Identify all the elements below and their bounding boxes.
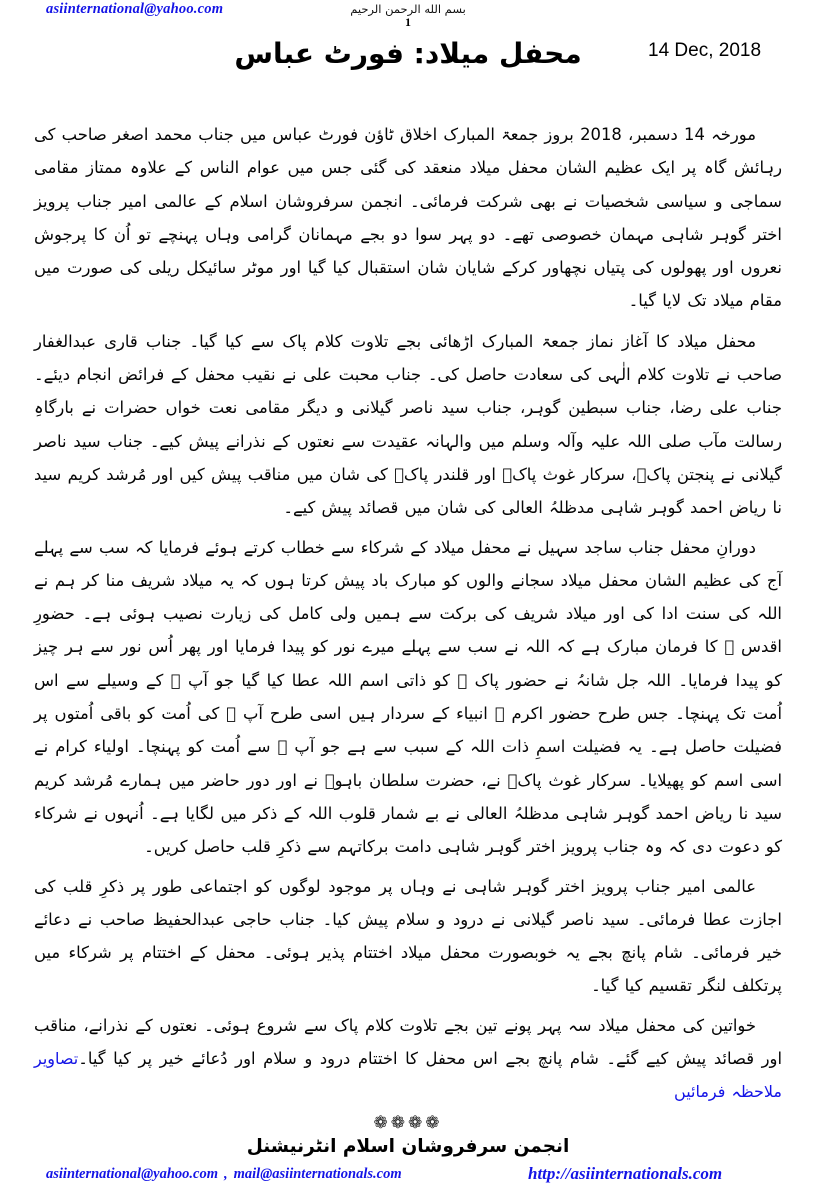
- page-footer: [0, 1115, 816, 1192]
- article-paragraph-text: خواتین کی محفل میلاد سہ پہر پونے تین بجے تلاوت کلام پاک سے شروع ہوئی۔ نعتوں کے نذرانے، مناقب اور قصائد پیش کیے گئے۔ شام پانچ بجے اس محفل کا اختتام درود و سلام اور دُعائے خیر پر کیا گیا۔: [34, 1015, 782, 1069]
- bismillah-text: بسم الله الرحمن الرحيم: [350, 2, 466, 16]
- footer-email-separator: ,: [224, 1166, 228, 1182]
- page-header: [0, 0, 816, 112]
- footer-email-secondary[interactable]: mail@asiinternationals.com: [233, 1166, 402, 1182]
- ornament-divider: [0, 1115, 816, 1132]
- header-email-link[interactable]: asiinternational@yahoo.com: [46, 1, 224, 17]
- footer-website-link[interactable]: http://asiinternationals.com: [528, 1164, 723, 1183]
- page-title: محفل میلاد: فورٹ عباس: [234, 37, 582, 70]
- article-paragraph: دورانِ محفل جناب ساجد سہیل نے محفل میلاد کے شرکاء سے خطاب کرتے ہوئے فرمایا کہ سب سے پہلے آج کی عظیم الشان محفل میلاد سجانے والوں کو مبارک باد پیش کرتا ہوں کہ یہ میلاد شریف منا کر ہم نے اللہ کی سنت ادا کی اور میلاد شریف کی برکت سے ہمیں ولی کامل کی زیارت نصیب ہوئی ہے۔ حضورِ اقدس ﷺ کا فرمان مبارک ہے کہ اللہ نے سب سے پہلے میرے نور کو پیدا فرمایا اور پھر اُس نور سے ہر چیز کو پیدا فرمایا۔ اللہ جل شانہُ نے حضور پاک ﷺ کو ذاتی اسم اللہ عطا کیا گیا جو آپ ﷺ کے وسیلے سے اس اُمت تک پہنچا۔ جس طرح حضور اکرم ﷺ انبیاء کے سردار ہیں اسی طرح آپ ﷺ کی اُمت کو باقی اُمتوں پر فضیلت حاصل ہے۔ یہ فضیلت اسمِ ذات اللہ کے سبب سے ہے جو آپ ﷺ سے اُمت کو پہنچا۔ اولیاء کرام نے اسی اسم کو پھیلایا۔ سرکار غوث پاکؓ نے، حضرت سلطان باہوؒ نے اور دور حاضر میں ہمارے مُرشد کریم سید نا ریاض احمد گوہر شاہی مدظلہُ العالی نے بے شمار قلوب اللہ کے ذکر میں لگایا ہے۔ اُنہوں نے شرکاء کو دعوت دی کہ وہ جناب پرویز اختر گوہر شاہی دامت برکاتہم سے ذکرِ قلب حاصل کریں۔: [34, 537, 782, 857]
- article-paragraph: عالمی امیر جناب پرویز اختر گوہر شاہی نے وہاں پر موجود لوگوں کو اجتماعی طور پر ذکرِ قلب کی اجازت عطا فرمائی۔ سید ناصر گیلانی نے درود و سلام پیش کیا۔ جناب حاجی عبدالحفیظ صاحب نے دعائے خیر فرمائی۔ شام پانچ بجے یہ خوبصورت محفل میلاد اختتام پذیر ہوئی۔ محفل کے اختتام پر شرکاء میں پرتکلف لنگر تقسیم کیا گیا۔: [34, 876, 782, 996]
- article-paragraph: محفل میلاد کا آغاز نماز جمعۃ المبارک اڑھائی بجے تلاوت کلام پاک سے کیا گیا۔ جناب قاری عبدالغفار صاحب نے تلاوت کلام الٰہی کی سعادت حاصل کی۔ جناب محبت علی نے نقیب محفل کے فرائض انجام دیئے۔ جناب علی رضا، جناب سبطین گوہر، جناب سید ناصر گیلانی و دیگر مقامی نعت خواں حضرات نے بارگاہِ رسالت مآب صلی اللہ علیہ وآلہ وسلم میں والہانہ عقیدت سے نعتوں کے نذرانے پیش کیے۔ جناب سید ناصر گیلانی نے پنجتن پاکؓ، سرکار غوث پاکؓ اور قلندر پاکؓ کی شان میں مناقب پیش کیں اور مُرشد کریم سید نا ریاض احمد گوہر شاہی مدظلہُ العالی کی شان میں قصائد پیش کیے۔: [34, 331, 782, 518]
- footer-contact-links: [0, 1166, 816, 1192]
- article-paragraph: مورخہ 14 دسمبر، 2018 بروز جمعۃ المبارک اخلاق ٹاؤن فورٹ عباس میں جناب محمد اصغر صاحب کی رہائش گاہ پر ایک عظیم الشان محفل میلاد منعقد کی گئی جس میں عوام الناس کے علاوہ ممتاز مقامی سماجی و سیاسی شخصیات نے بھی شرکت فرمائی۔ انجمن سرفروشان اسلام کے عالمی امیر جناب پرویز اختر گوہر شاہی مہمان خصوصی تھے۔ دو پہر سوا دو بجے مہمانان گرامی وہاں پہنچے تو اُن کا پرجوش نعروں اور پھولوں کی پتیاں نچھاور کرکے شایان شان استقبال کیا گیا اور موٹر سائیکل ریلی کی صورت میں مقام میلاد تک لایا گیا۔: [34, 125, 782, 311]
- organization-name: انجمن سرفروشان اسلام انٹرنیشنل: [246, 1136, 570, 1157]
- footer-email-primary[interactable]: asiinternational@yahoo.com: [46, 1166, 218, 1182]
- ornament-icon: ❁: [390, 1113, 408, 1133]
- document-date: 14 Dec, 2018: [648, 40, 762, 61]
- ornament-icon: ❁: [425, 1113, 443, 1133]
- ornament-icon: ❁: [408, 1113, 426, 1133]
- page-number: 1: [405, 15, 411, 29]
- pictures-note-link[interactable]: تصاویر ملاحظہ فرمائیں: [34, 1049, 782, 1102]
- footer-emails: [46, 1166, 402, 1183]
- ornament-icon: ❁: [373, 1113, 391, 1133]
- article-body: [34, 118, 782, 1115]
- article-paragraph-last: [34, 1009, 782, 1109]
